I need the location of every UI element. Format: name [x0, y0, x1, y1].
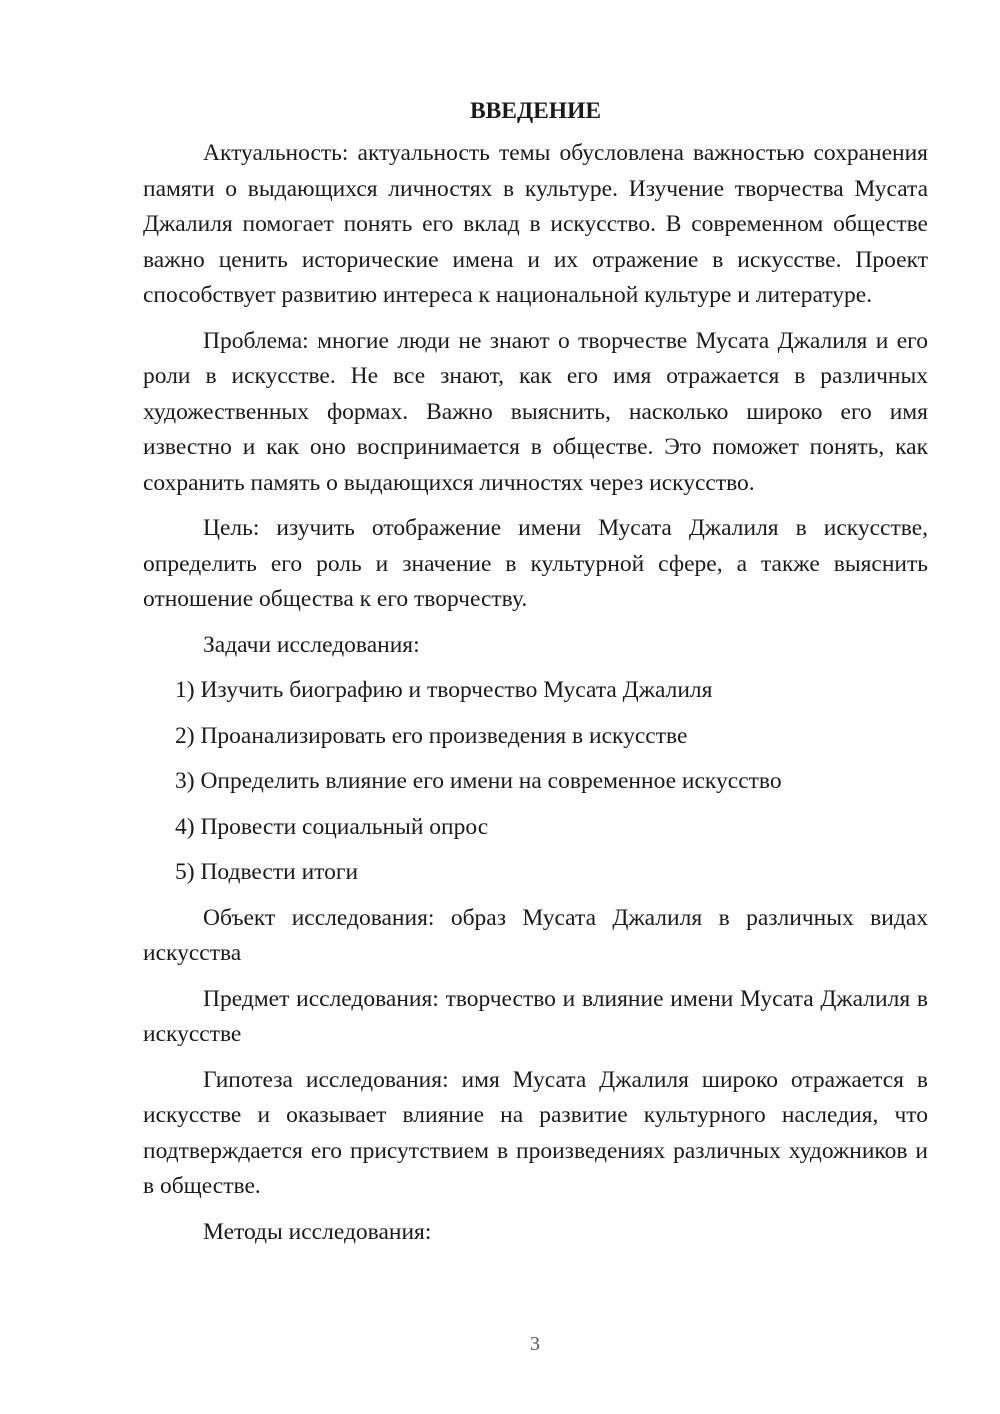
list-item: 3) Определить влияние его имени на современное искусство: [175, 768, 782, 794]
paragraph-relevance: Актуальность: актуальность темы обусловлена важностью сохранения памяти о выдающихся личностях в культуре. Изучение творчества Мусата Джалиля помогает понять его вклад в искусство. В современном обществе важно ценить исторические имена и их отражение в искусстве. Проект способствует развитию интереса к национальной культуре и литературе.: [143, 140, 928, 308]
page-title: ВВЕДЕНИЕ: [469, 98, 602, 124]
paragraph-subject: Предмет исследования: творчество и влияние имени Мусата Джалиля в искусстве: [143, 985, 928, 1047]
page-content: [143, 96, 928, 1260]
list-item: 2) Проанализировать его произведения в искусстве: [175, 722, 688, 749]
paragraph-methods: Методы исследования:: [203, 1218, 432, 1245]
tasks-list: [143, 673, 928, 891]
paragraph-goal: Цель: изучить отображение имени Мусата Джалиля в искусстве, определить его роль и значение в культурной сфере, а также выяснить отношение общества к его творчеству.: [143, 515, 928, 612]
list-item: 1) Изучить биографию и творчество Мусата Джалиля: [175, 677, 713, 703]
paragraph-problem: Проблема: многие люди не знают о творчестве Мусата Джалиля и его роли в искусстве. Не все знают, как его имя отражается в различных художественных формах. Важно выяснить, насколько широко его имя известно и как оно воспринимается в обществе. Это поможет понять, как сохранить память о выдающихся личностях через искусство.: [143, 327, 928, 496]
paragraph-tasks-heading: Задачи исследования:: [203, 631, 420, 658]
list-item: 4) Провести социальный опрос: [175, 813, 489, 840]
page-number: 3: [530, 1333, 540, 1355]
paragraph-object: Объект исследования: образ Мусата Джалиля в различных видах искусства: [143, 904, 928, 966]
list-item: 5) Подвести итоги: [175, 859, 359, 885]
paragraph-hypothesis: Гипотеза исследования: имя Мусата Джалиля широко отражается в искусстве и оказывает влияние на развитие культурного наследия, что подтверждается его присутствием в произведениях различных художников и в обществе.: [143, 1066, 928, 1199]
